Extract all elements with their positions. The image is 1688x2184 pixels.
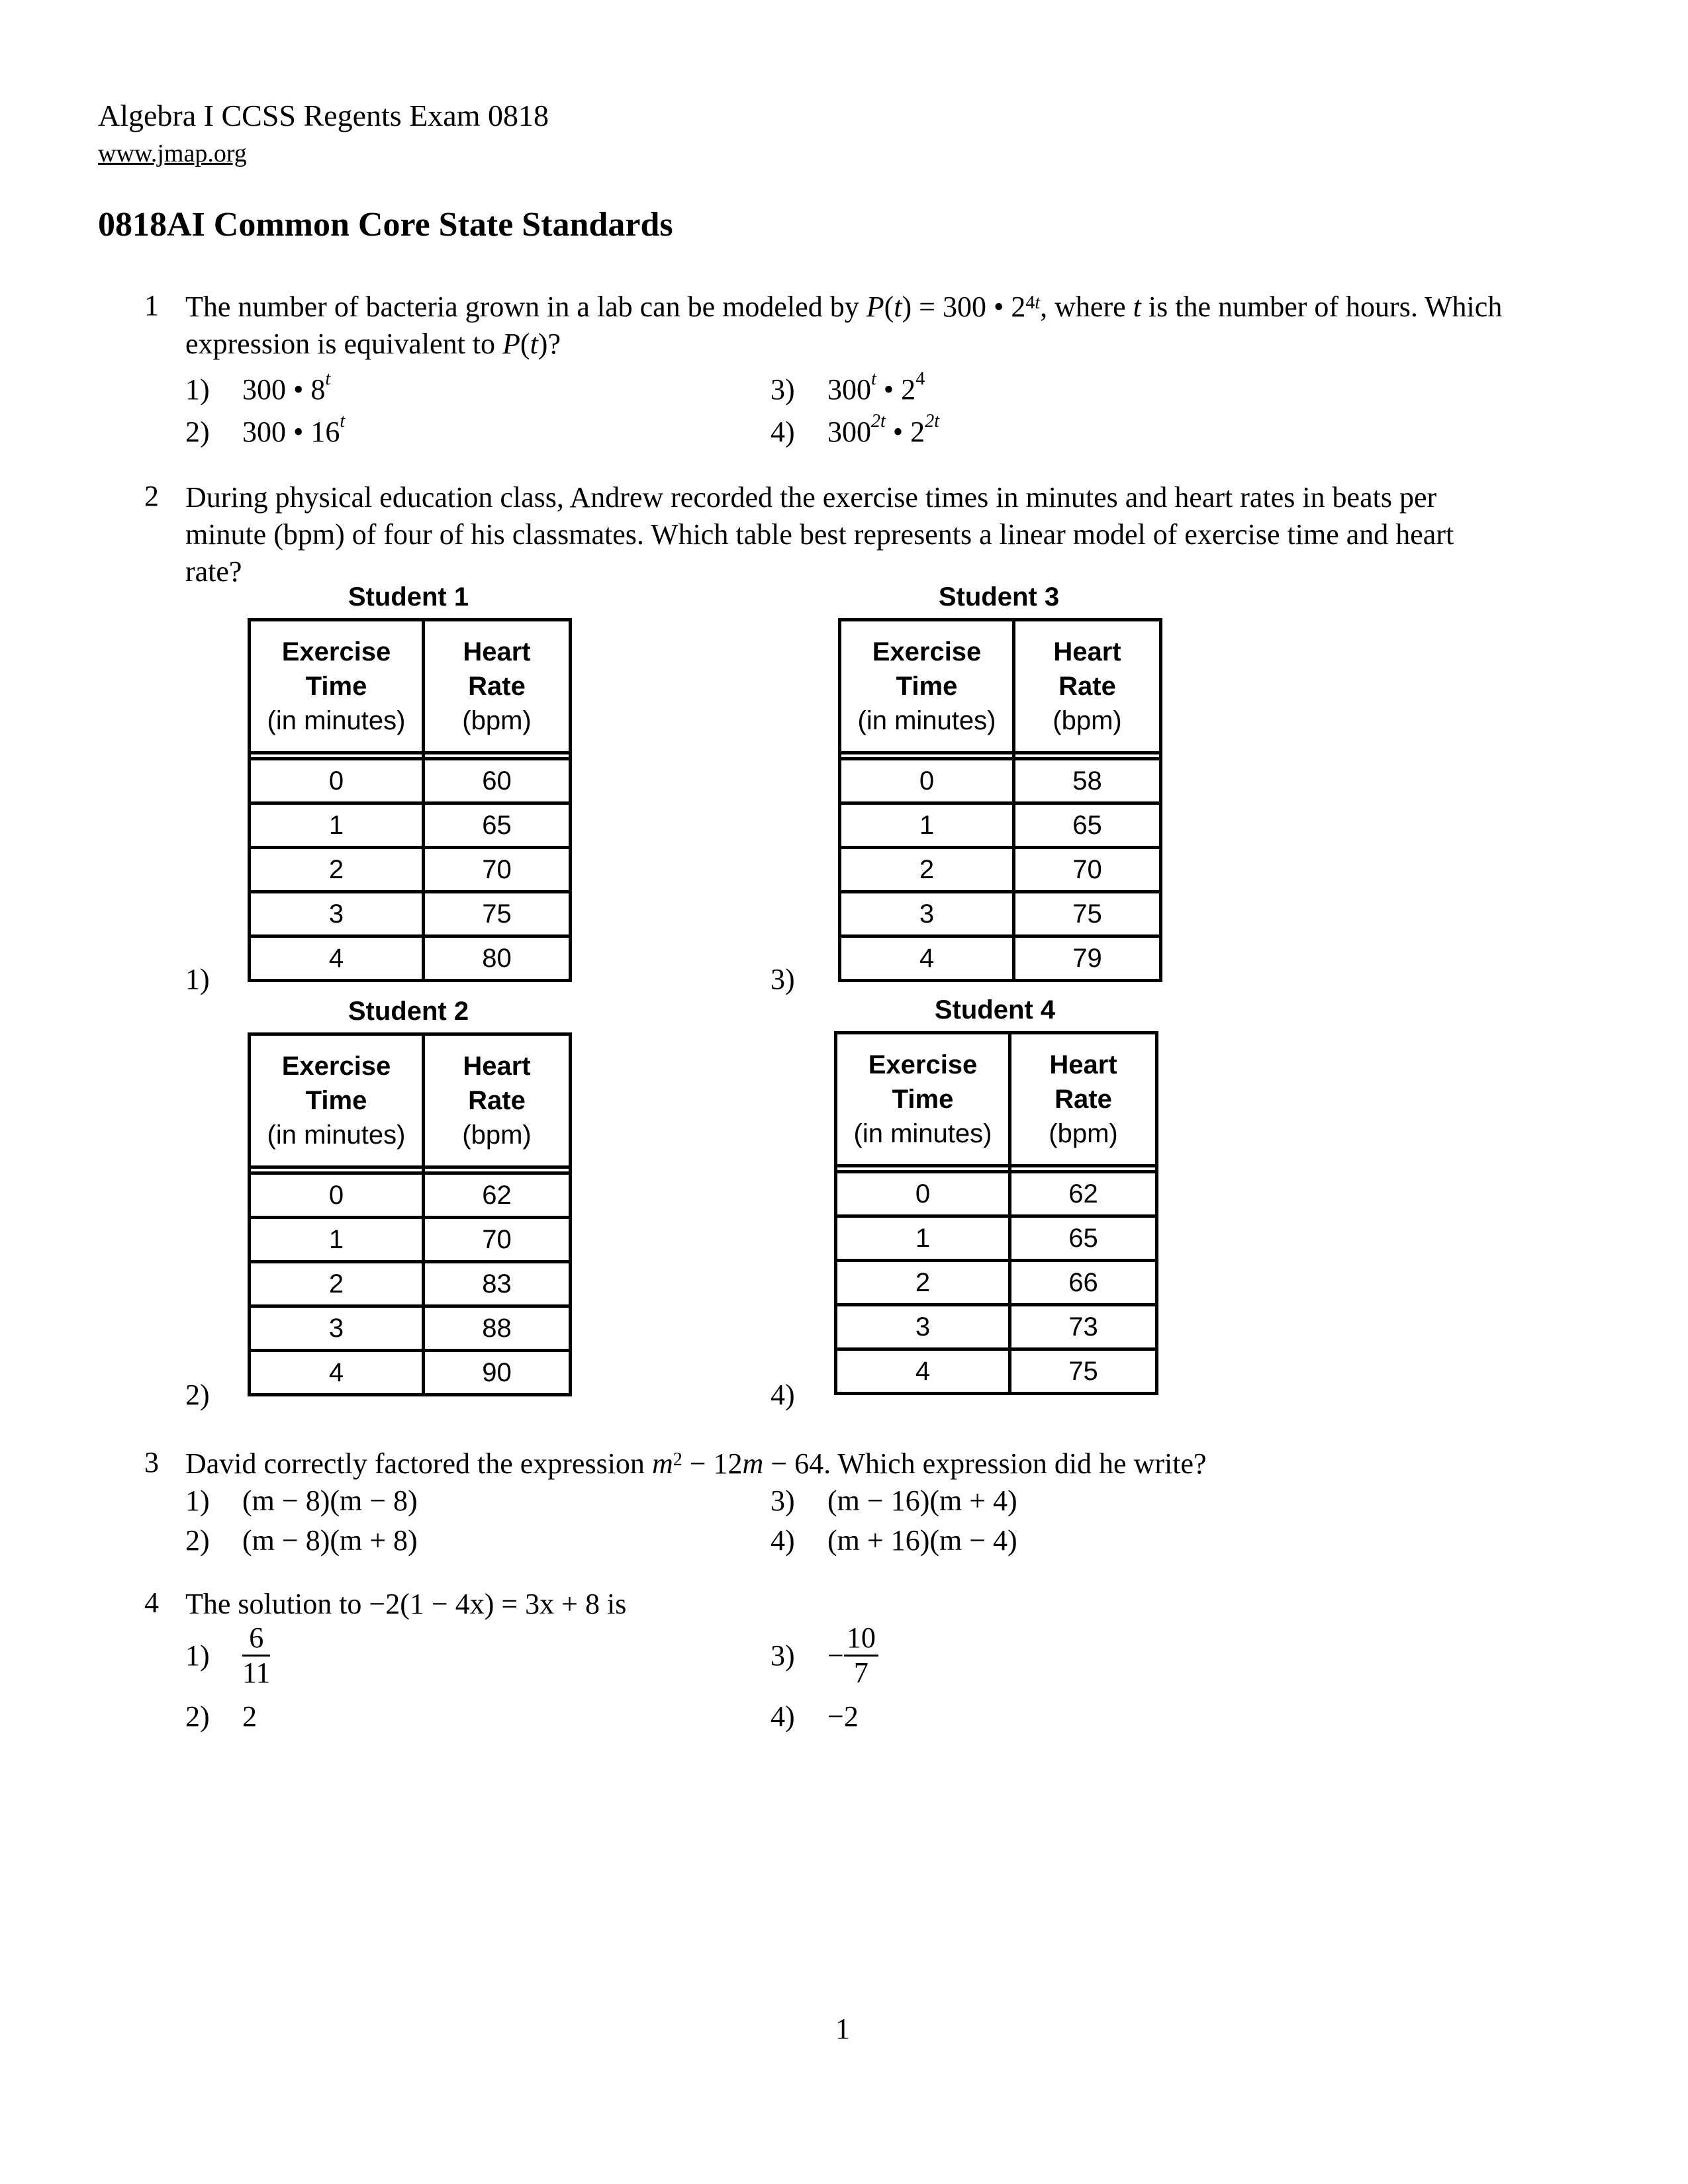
table-row: 4 90 — [250, 1351, 571, 1395]
question-2-option-1-label[interactable]: 1) — [185, 963, 210, 995]
option-exponent: t — [340, 411, 346, 432]
question-1-text-b: , where — [1040, 291, 1133, 323]
option-text: −2 — [827, 1700, 859, 1733]
option-fraction — [844, 1621, 878, 1690]
option-text: (m − 16)(m + 4) — [827, 1484, 1017, 1517]
heart-rate-header: Heart Rate (bpm) — [1010, 1033, 1157, 1166]
question-1-text-line2: expression is equivalent to P(t)? — [185, 328, 561, 360]
student-4-table — [834, 1031, 1158, 1395]
option-label: 1) — [185, 373, 210, 406]
table-row: 2 83 — [250, 1262, 571, 1306]
question-2-option-3-label[interactable]: 3) — [771, 963, 795, 995]
student-1-caption: Student 1 — [348, 582, 469, 612]
option-text: (m − 8)(m − 8) — [242, 1484, 418, 1517]
question-3-text-b: − 12 — [682, 1447, 743, 1480]
fraction-numerator: 10 — [844, 1621, 878, 1657]
exercise-time-header: Exercise Time (in minutes) — [836, 1033, 1010, 1166]
question-3-option-2[interactable] — [185, 1524, 418, 1557]
option-label: 3) — [771, 373, 795, 406]
option-label: 2) — [185, 1524, 210, 1557]
document-title: Algebra I CCSS Regents Exam 0818 — [98, 99, 549, 132]
option-text: 2 — [242, 1700, 257, 1733]
question-1-option-4[interactable] — [771, 411, 939, 449]
option-label: 2) — [185, 1700, 210, 1733]
table-row: 0 60 — [250, 759, 571, 803]
question-2-line-3: rate? — [185, 555, 242, 588]
question-4-number: 4 — [144, 1586, 159, 1619]
question-1-option-2[interactable] — [185, 411, 346, 449]
question-2-option-2-label[interactable]: 2) — [185, 1379, 210, 1411]
table-row: 2 70 — [840, 848, 1161, 892]
question-1-text: The number of bacteria grown in a lab can be modeled by P(t) = 300 • $2^{4t}$, where t is the number of hours. Which — [185, 291, 1503, 323]
option-fraction — [242, 1621, 270, 1690]
question-1-number: 1 — [144, 289, 159, 322]
exercise-time-header: Exercise Time (in minutes) — [840, 620, 1014, 753]
option-sign: − — [827, 1639, 844, 1672]
fraction-numerator: 6 — [242, 1621, 270, 1657]
option-label: 3) — [771, 1639, 795, 1672]
question-1-text-c: is the number of hours. Which — [1141, 291, 1503, 323]
student-3-table — [838, 618, 1162, 982]
option-base: 300 • 16 — [242, 416, 340, 448]
heart-rate-header: Heart Rate (bpm) — [424, 620, 571, 753]
option-label: 3) — [771, 1484, 795, 1517]
option-label: 1) — [185, 1484, 210, 1517]
question-3-text: David correctly factored the expression $m^2 - 12m - 64$. Which expression did he write? — [185, 1447, 1207, 1480]
question-1-line2-b: ? — [547, 328, 561, 360]
student-3-caption: Student 3 — [938, 582, 1060, 612]
table-row: 4 80 — [250, 936, 571, 981]
question-2-option-4-label[interactable]: 4) — [771, 1379, 795, 1411]
option-label: 4) — [771, 1524, 795, 1557]
question-1-line2-a: expression is equivalent to — [185, 328, 503, 360]
question-3-option-3[interactable] — [771, 1484, 1017, 1518]
table-row: 0 58 — [840, 759, 1161, 803]
option-base: 300 — [827, 416, 871, 448]
option-base-2: • 2 — [876, 373, 916, 406]
table-row: 1 70 — [250, 1218, 571, 1262]
option-label: 2) — [185, 416, 210, 448]
question-3-option-4[interactable] — [771, 1524, 1017, 1557]
fraction-denominator: 11 — [242, 1656, 271, 1689]
question-4-option-4[interactable] — [771, 1700, 859, 1733]
heart-rate-header: Heart Rate (bpm) — [1014, 620, 1161, 753]
question-2-line-2: minute (bpm) of four of his classmates. Which table best represents a linear model of exercise time and heart — [185, 518, 1454, 551]
table-row: 4 79 — [840, 936, 1161, 981]
question-2-text — [185, 479, 1454, 590]
table-row: 3 75 — [840, 892, 1161, 936]
question-4-option-3[interactable] — [771, 1619, 878, 1692]
table-row: 3 75 — [250, 892, 571, 936]
option-exponent-2: 2t — [925, 411, 939, 432]
page-number: 1 — [835, 2013, 850, 2045]
question-2-line-1: During physical education class, Andrew recorded the exercise times in minutes and heart rates in beats per — [185, 481, 1437, 514]
question-2-number: 2 — [144, 480, 159, 512]
question-1-text-a: The number of bacteria grown in a lab can be modeled by — [185, 291, 867, 323]
jmap-link[interactable]: www.jmap.org — [98, 140, 247, 167]
table-row: 0 62 — [836, 1172, 1157, 1216]
question-3-text-a: David correctly factored the expression — [185, 1447, 652, 1480]
question-3-text-c: − 64. Which expression did he write? — [763, 1447, 1207, 1480]
question-4-option-1[interactable] — [185, 1619, 270, 1692]
option-exponent: 2t — [871, 411, 886, 432]
option-text: (m + 16)(m − 4) — [827, 1524, 1017, 1557]
option-label: 4) — [771, 1700, 795, 1733]
question-3-option-1[interactable] — [185, 1484, 418, 1518]
section-title: 0818AI Common Core State Standards — [98, 206, 673, 244]
question-1-option-3[interactable] — [771, 369, 925, 406]
question-4-text: The solution to −2(1 − 4x) = 3x + 8 is — [185, 1588, 627, 1620]
option-base-2: • 2 — [885, 416, 925, 448]
student-4-caption: Student 4 — [934, 995, 1056, 1024]
option-exponent-2: 4 — [915, 369, 925, 389]
option-label: 1) — [185, 1639, 210, 1672]
heart-rate-header: Heart Rate (bpm) — [424, 1034, 571, 1167]
table-row: 2 70 — [250, 848, 571, 892]
student-1-table — [248, 618, 572, 982]
option-text: (m − 8)(m + 8) — [242, 1524, 418, 1557]
table-row: 1 65 — [836, 1216, 1157, 1261]
student-2-caption: Student 2 — [348, 997, 469, 1026]
table-row: 2 66 — [836, 1261, 1157, 1305]
exercise-time-header: Exercise Time (in minutes) — [250, 620, 424, 753]
fraction-denominator: 7 — [853, 1656, 868, 1689]
option-base: 300 • 8 — [242, 373, 326, 406]
table-row: 3 88 — [250, 1306, 571, 1351]
table-row: 4 75 — [836, 1349, 1157, 1394]
option-label: 4) — [771, 416, 795, 448]
table-row: 1 65 — [250, 803, 571, 848]
option-base: 300 — [827, 373, 871, 406]
question-1-option-1[interactable] — [185, 369, 331, 406]
option-exponent: t — [325, 369, 331, 389]
exercise-time-header: Exercise Time (in minutes) — [250, 1034, 424, 1167]
table-row: 0 62 — [250, 1173, 571, 1218]
question-3-number: 3 — [144, 1446, 159, 1479]
table-row: 3 73 — [836, 1305, 1157, 1349]
table-row: 1 65 — [840, 803, 1161, 848]
question-4-option-2[interactable] — [185, 1700, 257, 1733]
option-exponent: t — [871, 369, 876, 389]
student-2-table — [248, 1032, 572, 1396]
